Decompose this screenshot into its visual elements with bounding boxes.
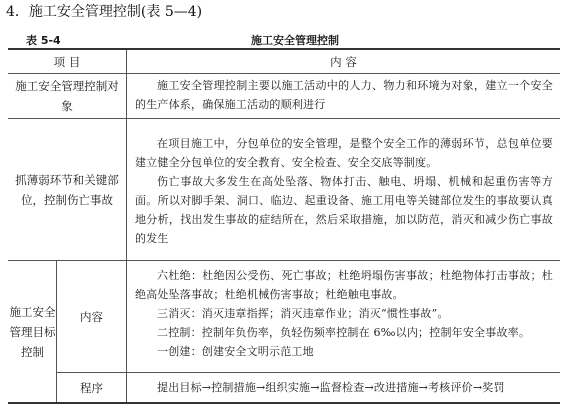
row-weak-label: 抓薄弱环节和关键部位，控制伤亡事故 — [15, 172, 119, 207]
row-object-content — [135, 76, 553, 114]
safety-control-table — [8, 48, 560, 404]
target-line-three: 三消灭：消灭违章指挥；消灭违章作业；消灭“惯性事故”。 — [157, 307, 449, 320]
row-rule-3 — [56, 372, 560, 373]
header-content: 内 容 — [330, 54, 357, 69]
target-line-one: 一创建：创建安全文明示范工地 — [157, 345, 314, 358]
target-line-two: 二控制：控制年负伤率，负轻伤频率控制在 6‰以内；控制年安全事故率。 — [157, 326, 531, 339]
table-number: 表 5-4 — [26, 34, 61, 47]
row-target-label-cell — [9, 261, 56, 402]
sub-procedure-label: 程序 — [80, 380, 103, 395]
row-target-label: 施工安全管理目标控制 — [9, 304, 56, 359]
table-title: 施工安全管理控制 — [251, 34, 339, 47]
row-object-label: 施工安全管理控制对象 — [15, 79, 119, 113]
procedure-content — [135, 378, 553, 397]
section-heading: 4．施工安全管理控制(表 5—4) — [6, 4, 203, 20]
object-paragraph: 施工安全管理控制主要以施工活动中的人力、物力和环境为对象，建立一个安全的生产体系，确保施工活动的顺利进行 — [135, 79, 553, 111]
target-line-six: 六杜绝：杜绝因公受伤、死亡事故；杜绝坍塌伤害事故；杜绝物体打击事故；杜绝高处坠落事故；杜绝机械伤害事故；杜绝触电事故。 — [135, 269, 553, 301]
sub-content-label: 内容 — [80, 309, 103, 324]
header-item: 项 目 — [53, 54, 81, 69]
column-rule-main — [126, 50, 127, 402]
row-target-content — [135, 266, 553, 361]
weak-paragraph-1: 在项目施工中，分包单位的安全管理，是整个安全工作的薄弱环节，总包单位要建立健全分包单位的安全教育、安全检查、安全交底等制度。 — [135, 137, 553, 169]
procedure-steps: 提出目标→控制措施→组织实施→监督检查→改进措施→考核评价→奖罚 — [157, 381, 505, 394]
weak-paragraph-2: 伤亡事故大多发生在高处坠落、物体打击、触电、坍塌、机械和起重伤害等方面。所以对脚手架、洞口、临边、起重设备、施工用电等关键部位发生的事故要认真地分析，找出发生事故的症结所在，然后采取措施，加以防范，消灭和减少伤亡事故的发生 — [135, 175, 553, 245]
row-weak-content — [135, 134, 553, 248]
